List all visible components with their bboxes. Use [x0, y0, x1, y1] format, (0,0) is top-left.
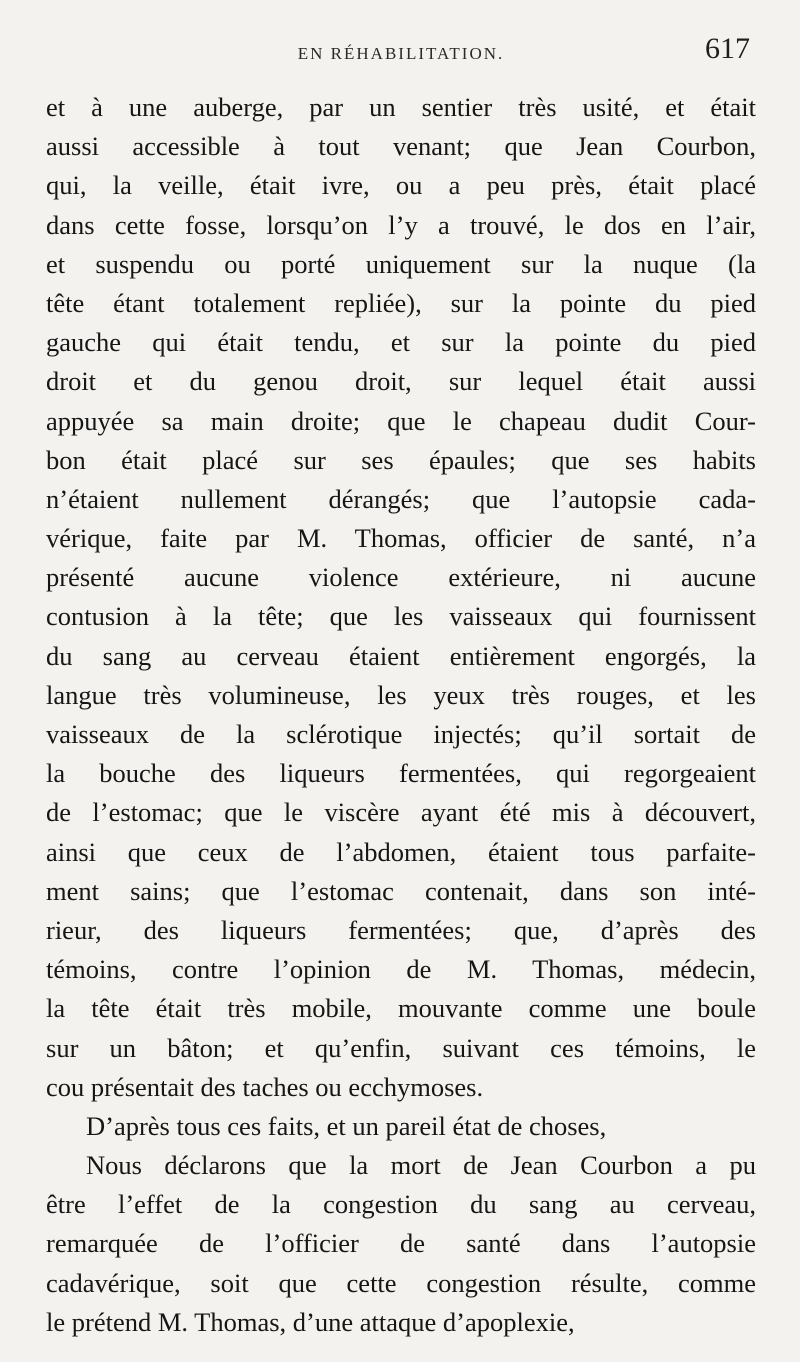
text-line: et suspendu ou porté uniquement sur la nuque (la: [46, 248, 756, 279]
text-line: ainsi que ceux de l’abdomen, étaient tous parfaite-: [46, 836, 756, 867]
text-line: sur un bâton; et qu’enfin, suivant ces témoins, le: [46, 1032, 756, 1063]
text-line: bon était placé sur ses épaules; que ses habits: [46, 444, 756, 475]
running-head: [46, 30, 756, 80]
paragraph: [46, 1146, 756, 1342]
text-line: de l’estomac; que le viscère ayant été mis à découvert,: [46, 797, 756, 828]
text-line: cou présentait des taches ou ecchymoses.: [46, 1071, 484, 1102]
text-line: droit et du genou droit, sur lequel était aussi: [46, 366, 756, 397]
text-line: dans cette fosse, lorsqu’on l’y a trouvé, le dos en l’air,: [46, 209, 756, 240]
text-line: langue très volumineuse, les yeux très rouges, et les: [46, 679, 756, 710]
text-line: aussi accessible à tout venant; que Jean Courbon,: [46, 131, 756, 162]
text-line: gauche qui était tendu, et sur la pointe du pied: [46, 327, 756, 358]
text-line: du sang au cerveau étaient entièrement engorgés, la: [46, 640, 756, 671]
text-line: témoins, contre l’opinion de M. Thomas, médecin,: [46, 954, 756, 985]
text-line: qui, la veille, était ivre, ou a peu près, était placé: [46, 170, 756, 201]
text-line: appuyée sa main droite; que le chapeau dudit Cour-: [46, 405, 756, 436]
text-line: n’étaient nullement dérangés; que l’autopsie cada-: [46, 483, 756, 514]
text-line: D’après tous ces faits, et un pareil état de choses,: [86, 1110, 607, 1141]
text-line: rieur, des liqueurs fermentées; que, d’après des: [46, 914, 756, 945]
text-line: ment sains; que l’estomac contenait, dans son inté-: [46, 875, 756, 906]
text-line: cadavérique, soit que cette congestion résulte, comme: [46, 1267, 756, 1298]
body-text: [46, 88, 756, 1342]
text-line: présenté aucune violence extérieure, ni aucune: [46, 562, 756, 593]
paragraph: [46, 1107, 756, 1146]
paragraph: [46, 88, 756, 1107]
running-title: EN RÉHABILITATION.: [297, 44, 505, 63]
text-line: être l’effet de la congestion du sang au cerveau,: [46, 1189, 756, 1220]
text-line: la bouche des liqueurs fermentées, qui regorgeaient: [46, 758, 756, 789]
text-line: vaisseaux de la sclérotique injectés; qu’il sortait de: [46, 719, 756, 749]
text-line: la tête était très mobile, mouvante comme une boule: [46, 993, 756, 1024]
text-line: remarquée de l’officier de santé dans l’autopsie: [46, 1228, 756, 1259]
text-line: contusion à la tête; que les vaisseaux qui fournissent: [46, 601, 756, 632]
text-line: vérique, faite par M. Thomas, officier de santé, n’a: [46, 523, 756, 554]
text-line: Nous déclarons que la mort de Jean Courbon a pu: [86, 1150, 756, 1181]
text-line: le prétend M. Thomas, d’une attaque d’apoplexie,: [46, 1306, 575, 1337]
text-line: et à une auberge, par un sentier très usité, et était: [46, 92, 756, 122]
page-number: 617: [705, 32, 750, 65]
text-line: tête étant totalement repliée), sur la pointe du pied: [46, 287, 756, 318]
